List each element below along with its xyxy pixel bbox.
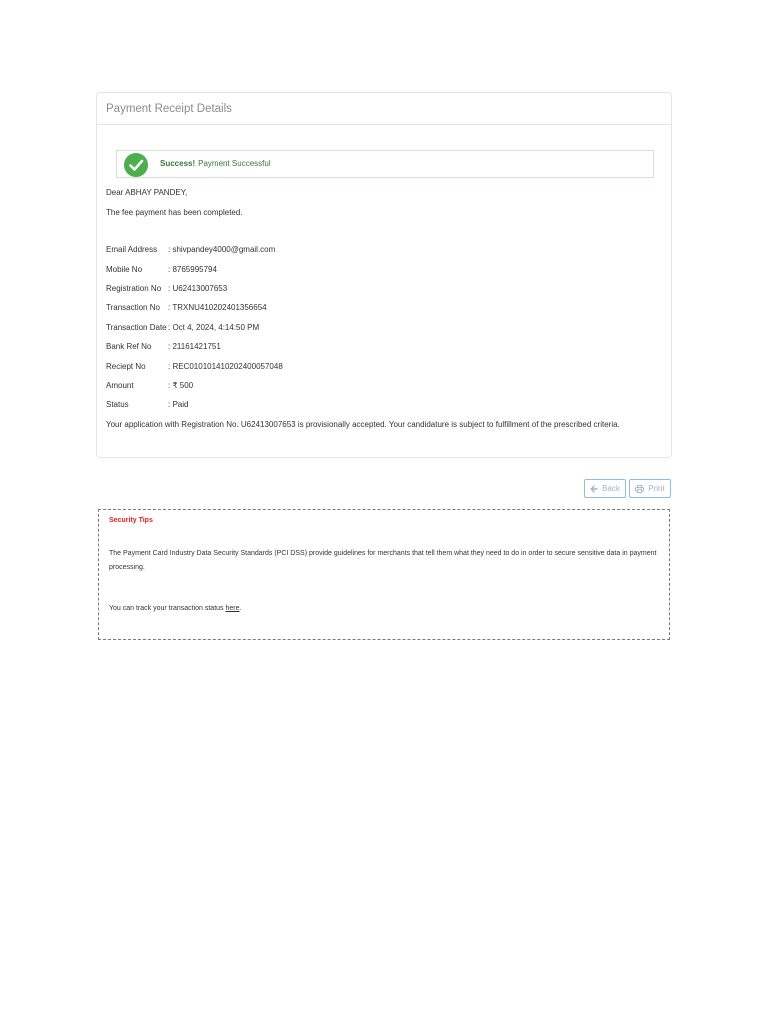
check-circle-icon bbox=[124, 153, 148, 177]
detail-row-bank-ref bbox=[106, 342, 221, 351]
detail-label: Bank Ref No bbox=[106, 342, 152, 351]
detail-value: : ₹ 500 bbox=[168, 381, 193, 390]
printer-icon bbox=[635, 485, 644, 493]
intro-text: The fee payment has been completed. bbox=[106, 208, 243, 217]
payment-receipt-panel bbox=[96, 92, 672, 458]
detail-row-status bbox=[106, 400, 188, 409]
detail-label: Transaction No bbox=[106, 303, 160, 312]
detail-value: : Oct 4, 2024, 4:14:50 PM bbox=[168, 323, 259, 332]
detail-label: Amount bbox=[106, 381, 134, 390]
alert-strong: Success! bbox=[160, 159, 196, 168]
print-button[interactable] bbox=[629, 479, 671, 498]
detail-label: Reciept No bbox=[106, 362, 146, 371]
detail-label: Mobile No bbox=[106, 265, 143, 274]
detail-value: : TRXNU410202401356654 bbox=[168, 303, 267, 312]
detail-label: Status bbox=[106, 400, 129, 409]
detail-value: : 21161421751 bbox=[168, 342, 221, 351]
detail-row-receipt-no bbox=[106, 362, 283, 371]
back-button[interactable] bbox=[584, 479, 626, 498]
arrow-left-icon bbox=[590, 485, 598, 493]
alert-text bbox=[160, 159, 271, 168]
security-tips-paragraph: The Payment Card Industry Data Security Standards (PCI DSS) provide guidelines for merchants that tell them what they need to do in order to secure sensitive data in payment processing. bbox=[109, 550, 657, 571]
provisional-note: Your application with Registration No. U62413007653 is provisionally accepted. Your candidature is subject to fulfillment of the prescribed criteria. bbox=[106, 420, 620, 429]
detail-value: : shivpandey4000@gmail.com bbox=[168, 245, 275, 254]
detail-row-mobile bbox=[106, 265, 217, 274]
back-button-label: Back bbox=[602, 484, 620, 493]
detail-row-amount bbox=[106, 381, 193, 390]
security-tips-title: Security Tips bbox=[109, 517, 153, 524]
detail-row-email bbox=[106, 245, 275, 254]
success-alert bbox=[116, 150, 654, 178]
detail-value: : REC010101410202400057048 bbox=[168, 362, 283, 371]
detail-label: Transaction Date bbox=[106, 323, 167, 332]
detail-value: : 8765995794 bbox=[168, 265, 217, 274]
detail-row-registration bbox=[106, 284, 227, 293]
detail-value: : Paid bbox=[168, 400, 188, 409]
greeting: Dear ABHAY PANDEY, bbox=[106, 188, 188, 197]
security-tips-box bbox=[98, 509, 670, 640]
detail-label: Registration No bbox=[106, 284, 162, 293]
detail-value: : U62413007653 bbox=[168, 284, 227, 293]
track-status-suffix: . bbox=[239, 605, 242, 612]
detail-label: Email Address bbox=[106, 245, 158, 254]
detail-row-transaction-date bbox=[106, 323, 259, 332]
print-button-label: Print bbox=[648, 484, 665, 493]
track-status-text bbox=[109, 605, 241, 612]
alert-message: Payment Successful bbox=[198, 159, 271, 168]
panel-title: Payment Receipt Details bbox=[97, 93, 671, 125]
track-status-link[interactable]: here bbox=[225, 605, 240, 612]
detail-row-transaction-no bbox=[106, 303, 267, 312]
track-status-prefix: You can track your transaction status bbox=[109, 605, 226, 612]
